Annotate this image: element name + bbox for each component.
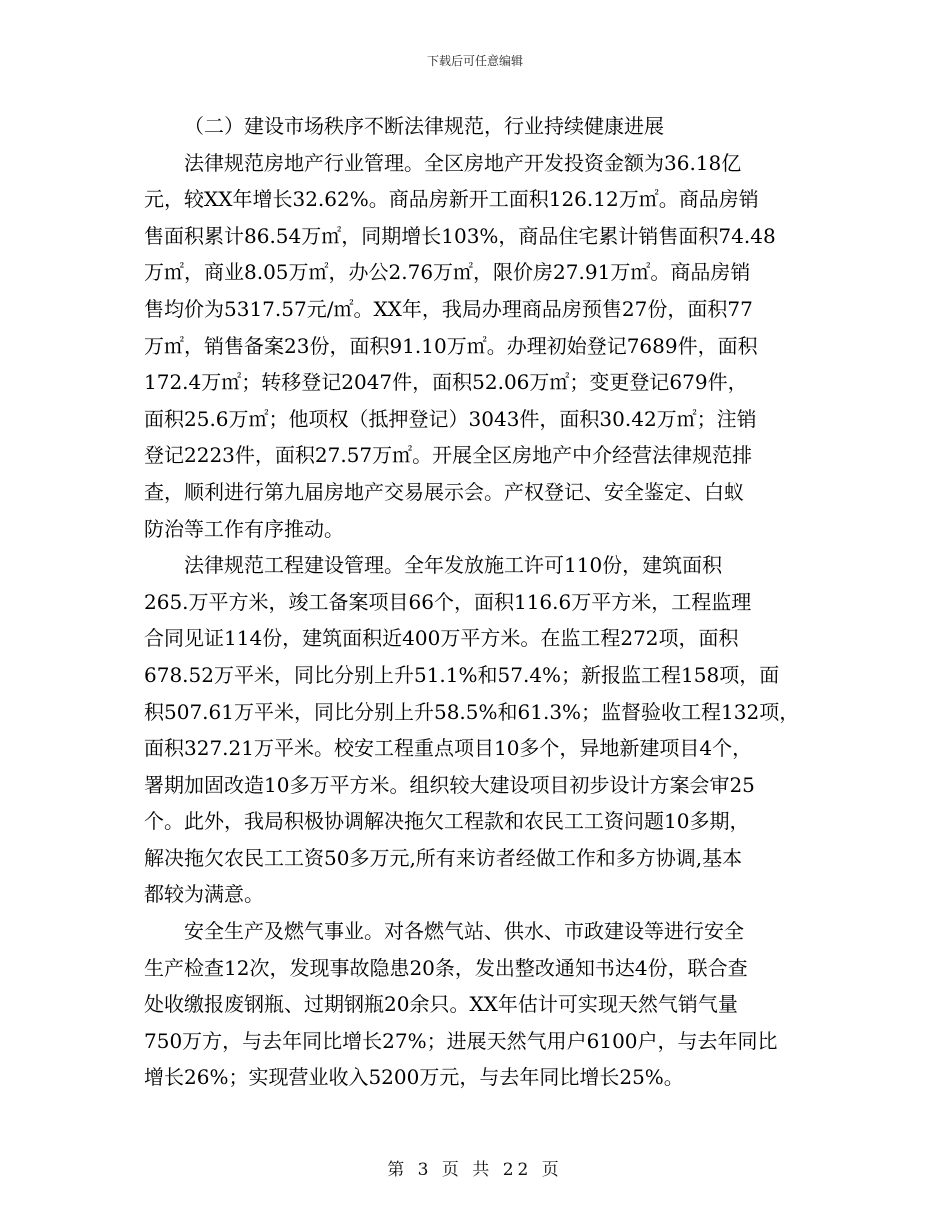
paragraph-construction: 法律规范工程建设管理。全年发放施工许可110份，建筑面积 265.万平方米，竣工备案项目66个，面积116.6万平方米，工程监理 合同见证114份，建筑面积近400万平方米。在监工程272项，面积 678.52万平米，同比分别上升51.1%和57.4%；新报监工程158项，面 积507.61万平米，同比分别上升58.5%和61.3%；监督验收工程132项， 面积327.21万平米。校安工程重点项目10多个，异地新建项目4个， 署期加固改造10多万平方米。组织较大建设项目初步设计方案会审25 个。此外，我局积极协调解决拖欠工程款和农民工工资问题10多期， 解决拖欠农民工工资50多万元,所有来访者经做工作和多方协调,基本 都较为满意。 [144, 553, 800, 907]
paragraph-gas-safety: 安全生产及燃气事业。对各燃气站、供水、市政建设等进行安全 生产检查12次，发现事故隐患20条，发出整改通知书达4份，联合查 处收缴报废钢瓶、过期钢瓶20余只。XX年估计可实现天然气销气量 750万方，与去年同比增长27%；进展天然气用户6100户，与去年同比 增长26%；实现营业收入5200万元，与去年同比增长25%。 [144, 919, 778, 1090]
page-header: 下载后可任意编辑 [426, 54, 523, 68]
paragraph-real-estate: 法律规范房地产行业管理。全区房地产开发投资金额为36.18亿 元，较XX年增长32.62%。商品房新开工面积126.12万㎡。商品房销 售面积累计86.54万㎡，同期增长103%，商品住宅累计销售面积74.48 万㎡，商业8.05万㎡，办公2.76万㎡，限价房27.91万㎡。商品房销 售均价为5317.57元/㎡。XX年，我局办理商品房预售27份，面积77 万㎡，销售备案23份，面积91.10万㎡。办理初始登记7689件，面积 172.4万㎡；转移登记2047件，面积52.06万㎡；变更登记679件， 面积25.6万㎡；他项权（抵押登记）3043件，面积30.42万㎡；注销 登记2223件，面积27.57万㎡。开展全区房地产中介经营法律规范排 查，顺利进行第九届房地产交易展示会。产权登记、安全鉴定、白蚁 防治等工作有序推动。 [144, 150, 776, 541]
page-footer: 第 3 页 共 22 页 [387, 1160, 563, 1180]
document-body [144, 108, 824, 1096]
section-heading: （二）建设市场秩序不断法律规范，行业持续健康进展 [184, 114, 664, 138]
